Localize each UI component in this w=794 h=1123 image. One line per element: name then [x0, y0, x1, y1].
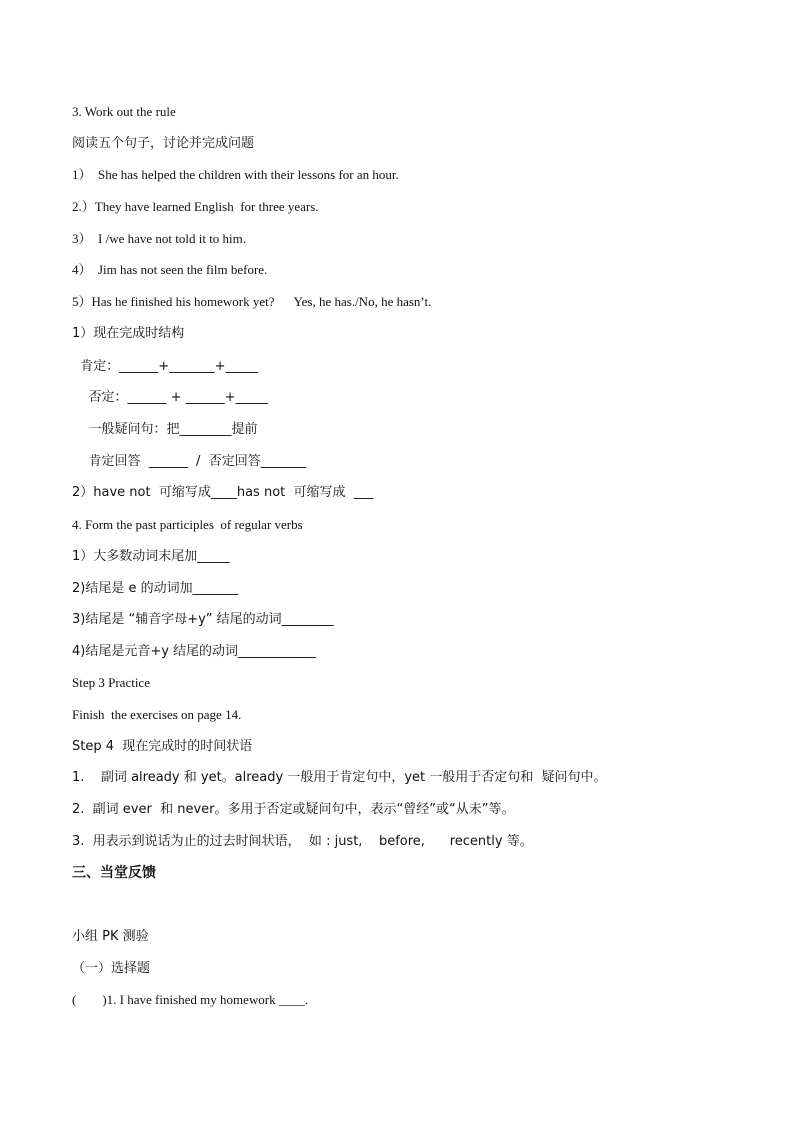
- sentence-5: 5）Has he finished his homework yet? Yes, he has./No, he hasn’t.: [72, 294, 432, 309]
- rule-2: 2)结尾是 e 的动词加_______: [72, 581, 239, 596]
- structure-answers: 肯定回答 ______ / 否定回答_______: [72, 454, 307, 469]
- structure-title: 1）现在完成时结构: [72, 326, 185, 341]
- step3-text: Finish the exercises on page 14.: [72, 707, 242, 722]
- feedback-heading: 三、当堂反馈: [72, 865, 156, 881]
- step3-heading: Step 3 Practice: [72, 675, 150, 690]
- group-test-label: 小组 PK 测验: [72, 929, 149, 944]
- rule-1: 1）大多数动词末尾加_____: [72, 549, 230, 564]
- section3-heading: 3. Work out the rule: [72, 104, 176, 119]
- structure-question: 一般疑问句：把________提前: [72, 422, 258, 437]
- step4-heading: Step 4 现在完成时的时间状语: [72, 739, 253, 754]
- section3-instruction: 阅读五个句子，讨论并完成问题: [72, 136, 255, 151]
- contraction-rule: 2）have not 可缩写成____has not 可缩写成 ___: [72, 485, 374, 500]
- rule-4: 4)结尾是元音+y 结尾的动词____________: [72, 644, 317, 659]
- structure-affirmative: 肯定：______+_______+_____: [72, 359, 259, 374]
- sentence-1: 1） She has helped the children with their lessons for an hour.: [72, 167, 399, 182]
- step4-point-3: 3. 用表示到说话为止的过去时间状语， 如 : just, before, recently 等。: [72, 834, 533, 849]
- sentence-2: 2.）They have learned English for three years.: [72, 199, 319, 214]
- sentence-4: 4） Jim has not seen the film before.: [72, 262, 268, 277]
- rule-3: 3)结尾是 “辅音字母+y” 结尾的动词________: [72, 612, 334, 627]
- sentence-3: 3） I /we have not told it to him.: [72, 231, 247, 246]
- section4-heading: 4. Form the past participles of regular verbs: [72, 517, 303, 532]
- question-1: ( )1. I have finished my homework ____.: [72, 992, 309, 1007]
- step4-point-1: 1. 副词 already 和 yet。already 一般用于肯定句中，yet 一般用于否定句和 疑问句中。: [72, 770, 607, 785]
- structure-negative: 否定：______ + ______+_____: [72, 390, 269, 405]
- step4-point-2: 2. 副词 ever 和 never。多用于否定或疑问句中，表示“曾经”或“从未”等。: [72, 802, 515, 817]
- choice-title: （一）选择题: [72, 961, 151, 976]
